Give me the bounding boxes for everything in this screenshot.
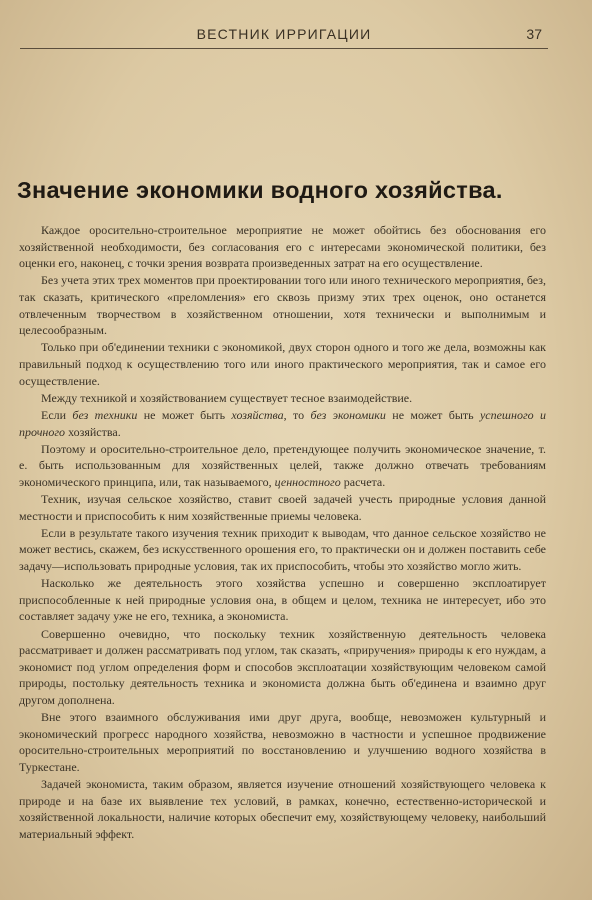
text-run: хозяйства. xyxy=(65,424,121,439)
emphasis: успешного и прочного xyxy=(19,407,546,439)
article-title: Значение экономики водного хозяйства. xyxy=(17,177,503,203)
page-number: 37 xyxy=(526,26,542,42)
paragraph: Задачей экономиста, таким образом, является изучение отношений хозяйствующего человека к природе и на базе их выявление тех условий, в рамках, конечно, естественно-исторической и хозяйственной локальности, наличие которых обеспечит ему, хозяйствующему человеку, наибольший материальный эффект. xyxy=(19,777,546,841)
paragraph xyxy=(19,441,546,491)
emphasis: хозяйства xyxy=(231,407,284,422)
text-run: Поэтому и оросительно-строительное дело, претендующее получить экономическое значение, т. е. быть использованным для хозяйственных целей, также должно отвечать требованиям экономического принципа, или, так называемого, xyxy=(19,441,546,489)
paragraph: Если в результате такого изучения техник приходит к выводам, что данное сельское хозяйство не может вестись, скажем, без искусственного орошения его, то практически он и должен поставить себе задачу—использовать природные условия, так их приспособить, чтобы это хозяйство могло жить. xyxy=(19,525,546,574)
paragraph: Техник, изучая сельское хозяйство, ставит своей задачей учесть природные условия данной местности и приспособить к ним хозяйственные приемы человека. xyxy=(19,492,546,523)
journal-title: ВЕСТНИК ИРРИГАЦИИ xyxy=(196,26,372,42)
paragraph: Насколько же деятельность этого хозяйства успешно и совершенно эксплоатирует приспособленные к ней природные условия она, в общем и целом, техника не интересует, ибо это составляет задачу уже не его, техника, а экономиста. xyxy=(19,576,546,624)
text-run: не может быть xyxy=(137,407,232,422)
text-run: Если xyxy=(41,407,73,422)
paragraph: Только при об'единении техники с экономикой, двух сторон одного и того же дела, возможны как правильный подход к осуществлению того или иного практического мероприятия, так и самое его осуществление. xyxy=(19,340,546,388)
paragraph xyxy=(19,407,546,440)
paragraph: Совершенно очевидно, что поскольку техник хозяйственную деятельность человека рассматривает и должен рассматривать под углом, так сказать, «приручения» природы к его нуждам, а экономист под углом определения форм и способов эксплоатации хозяйствующим человеком самой природы, постольку деятельность техника и экономиста должна быть об'единена и взаимно друг другом дополнена. xyxy=(19,626,546,707)
emphasis: без экономики xyxy=(310,407,386,422)
paragraph: Без учета этих трех моментов при проектировании того или иного технического мероприятия, без, так сказать, критического «преломления» его сквозь призму этих трех оценок, оно останется отвлеченным творчеством в хозяйственном отношении, хотя технически и выполнимым и целесообразным. xyxy=(19,273,546,338)
emphasis: ценностного xyxy=(274,474,341,489)
article-body xyxy=(17,222,546,843)
running-header xyxy=(20,0,548,49)
paragraph: Вне этого взаимного обслуживания ими друг друга, вообще, невозможен культурный и экономический прогресс народного хозяйства, невозможно в частности и успешное продвижение оросительно-строительных мероприятий по восстановлению и улучшению водного хозяйства в Туркестане. xyxy=(19,710,546,774)
text-run: расчета. xyxy=(340,474,386,489)
text-run: не может быть xyxy=(385,407,480,422)
emphasis: без техники xyxy=(72,407,138,422)
paragraph: Между техникой и хозяйствованием существует тесное взаимодействие. xyxy=(41,390,413,405)
paragraph: Каждое оросительно-строительное мероприятие не может обойтись без обоснования его хозяйственной необходимости, без согласования его с интересами экономической политики, без оценки его, наконец, с точки зрения возврата произведенных затрат на его осуществление. xyxy=(19,223,546,271)
text-run: , то xyxy=(283,407,311,422)
